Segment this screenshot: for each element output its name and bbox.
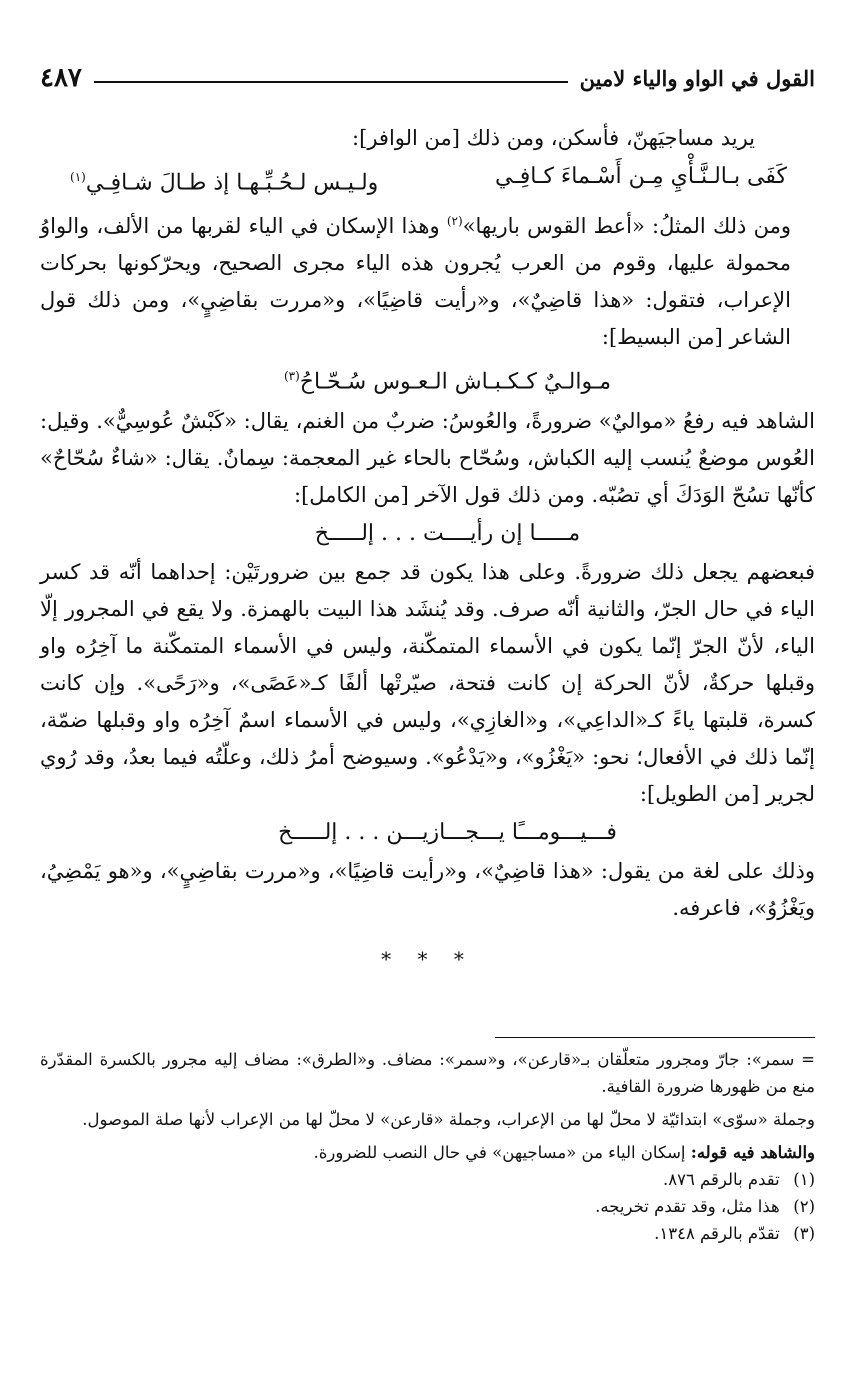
paragraph-5: وذلك على لغة من يقول: «هذا قاضِيٌ»، و«رأيت قاضِيًا»، و«مررت بقاضِيٍ»، و«هو يَمْضِيُ، ويَغْزُوُ»، فاعرفه.	[40, 858, 815, 920]
page-number: ٤٨٧	[40, 63, 82, 93]
chapter-title: القول في الواو والياء لامين	[579, 65, 815, 91]
footnote-rule	[495, 1037, 815, 1038]
paragraph-3: الشاهد فيه رفعُ «مواليٌ» ضرورةً، والعُوسُ: ضربٌ من الغنم، يقال: «كَبْشٌ عُوسِيٌّ». وقيل: العُوس موضعٌ يُنسب إليه الكباش، وسُحّاح بالحاء غير المعجمة: سِمانٌ. يقال: «شاءٌ سُحّاحٌ» كأنّها تسُحّ الوَدَكَ أي تصُبّه. ومن ذلك قول الآخر [من الكامل]:	[40, 408, 815, 507]
footnote-3: (٣) تقدّم بالرقم ١٣٤٨.	[654, 1223, 815, 1243]
header-rule	[94, 81, 568, 83]
paragraph-2: ومن ذلك المثلُ: «أعط القوس باريها»$^{(٢)}$ وهذا الإسكان في الياء لقربها من الألف، والواوُ محمولة عليها، وقوم من العرب يُجرون هذه الياء مجرى الصحيح، ويحرّكونها بحركات الإعراب، فتقول: «هذا قاضِيٌ»، و«رأيت قاضِيًا»، و«مررت بقاضِيٍ»، ومن ذلك قول الشاعر [من البسيط]:	[40, 214, 792, 350]
footnote-ref-3: (٣)	[283, 369, 300, 384]
footnote-ref-1: (١)	[70, 170, 86, 184]
verse-1-first-hemistich: كَفَى بـالـنَّـأْيِ مِـن أَسْـماءَ كـافِـي	[495, 164, 787, 189]
verse-3: مـــــا إن رأيــــت . . . إلـــــخ	[314, 520, 581, 546]
footnote-ref-2: (٢)	[446, 214, 463, 229]
running-header	[40, 58, 815, 98]
footnote-continued: = سمر»: جارّ ومجرور متعلّقان بـ«قارعن»، و«سمر»: مضاف. و«الطرق»: مضاف إليه مجرور بالكسرة المقدّرة منع من ظهورها ضرورة القافية.	[40, 1049, 815, 1096]
paragraph-4: فبعضهم يجعل ذلك ضرورةً. وعلى هذا يكون قد جمع بين ضرورتَيْن: إحداهما أنّه قد كسر الياء في حال الجرّ، والثانية أنّه صرف. وقد يُنشَد هذا البيت بالهمزة. ولا يقع في المجرور إلّا الياء، لأنّ الجرّ إنّما يكون في الأسماء المتمكّنة، وليس في الأسماء المتمكّنة ما آخِرُه واو وقبلها حركةٌ، لأنّ الحركة إن كانت فتحة، صيّرتْها ألفًا كـ«عَصًى»، و«رَحًى». وإن كانت كسرة، قلبتها ياءً كـ«الداعِي»، و«الغازِي»، وليس في الأسماء اسمٌ آخِرُه واو وقبلها ضمّة، إنّما ذلك في الأفعال؛ نحو: «يَغْزُو»، و«يَدْعُو». وسيوضح أمرُ ذلك، وعلّتُه فيما بعدُ، وقد رُوي لجرير [من الطويل]:	[40, 559, 815, 806]
verse-2: مـوالـيٌ كـكـبـاش الـعـوس سُـحّـاحُ$^{(٣)}$	[283, 369, 612, 395]
footnote-shahid: والشاهد فيه قوله: إسكان الياء من «مساجيهن» في حال النصب للضرورة.	[313, 1142, 815, 1162]
paragraph-1: يريد مساجيَهنّ، فأسكن، ومن ذلك [من الوافر]:	[352, 126, 755, 150]
main-text	[40, 120, 815, 977]
verse-1	[40, 157, 815, 203]
verse-4: فـــيـــومـــًا يـــجـــازيـــن . . . إلـــــخ	[278, 819, 617, 845]
verse-1-second-hemistich: ولـيـس لـحُـبِّـهـا إذ طـالَ شـافِـي$^{(١)}$	[70, 170, 379, 196]
footnote-1: (١) تقدم بالرقم ٨٧٦.	[662, 1169, 815, 1189]
footnote-2: (٢) هذا مثل، وقد تقدم تخريجه.	[595, 1196, 815, 1216]
footnotes	[40, 1046, 815, 1247]
section-divider-stars: * * *	[381, 946, 474, 971]
footnote-continued-2: وجملة «سوّى» ابتدائيّة لا محلّ لها من الإعراب، وجملة «قارعن» لا محلّ لها من الإعراب لأنها صلة الموصول.	[82, 1109, 815, 1129]
